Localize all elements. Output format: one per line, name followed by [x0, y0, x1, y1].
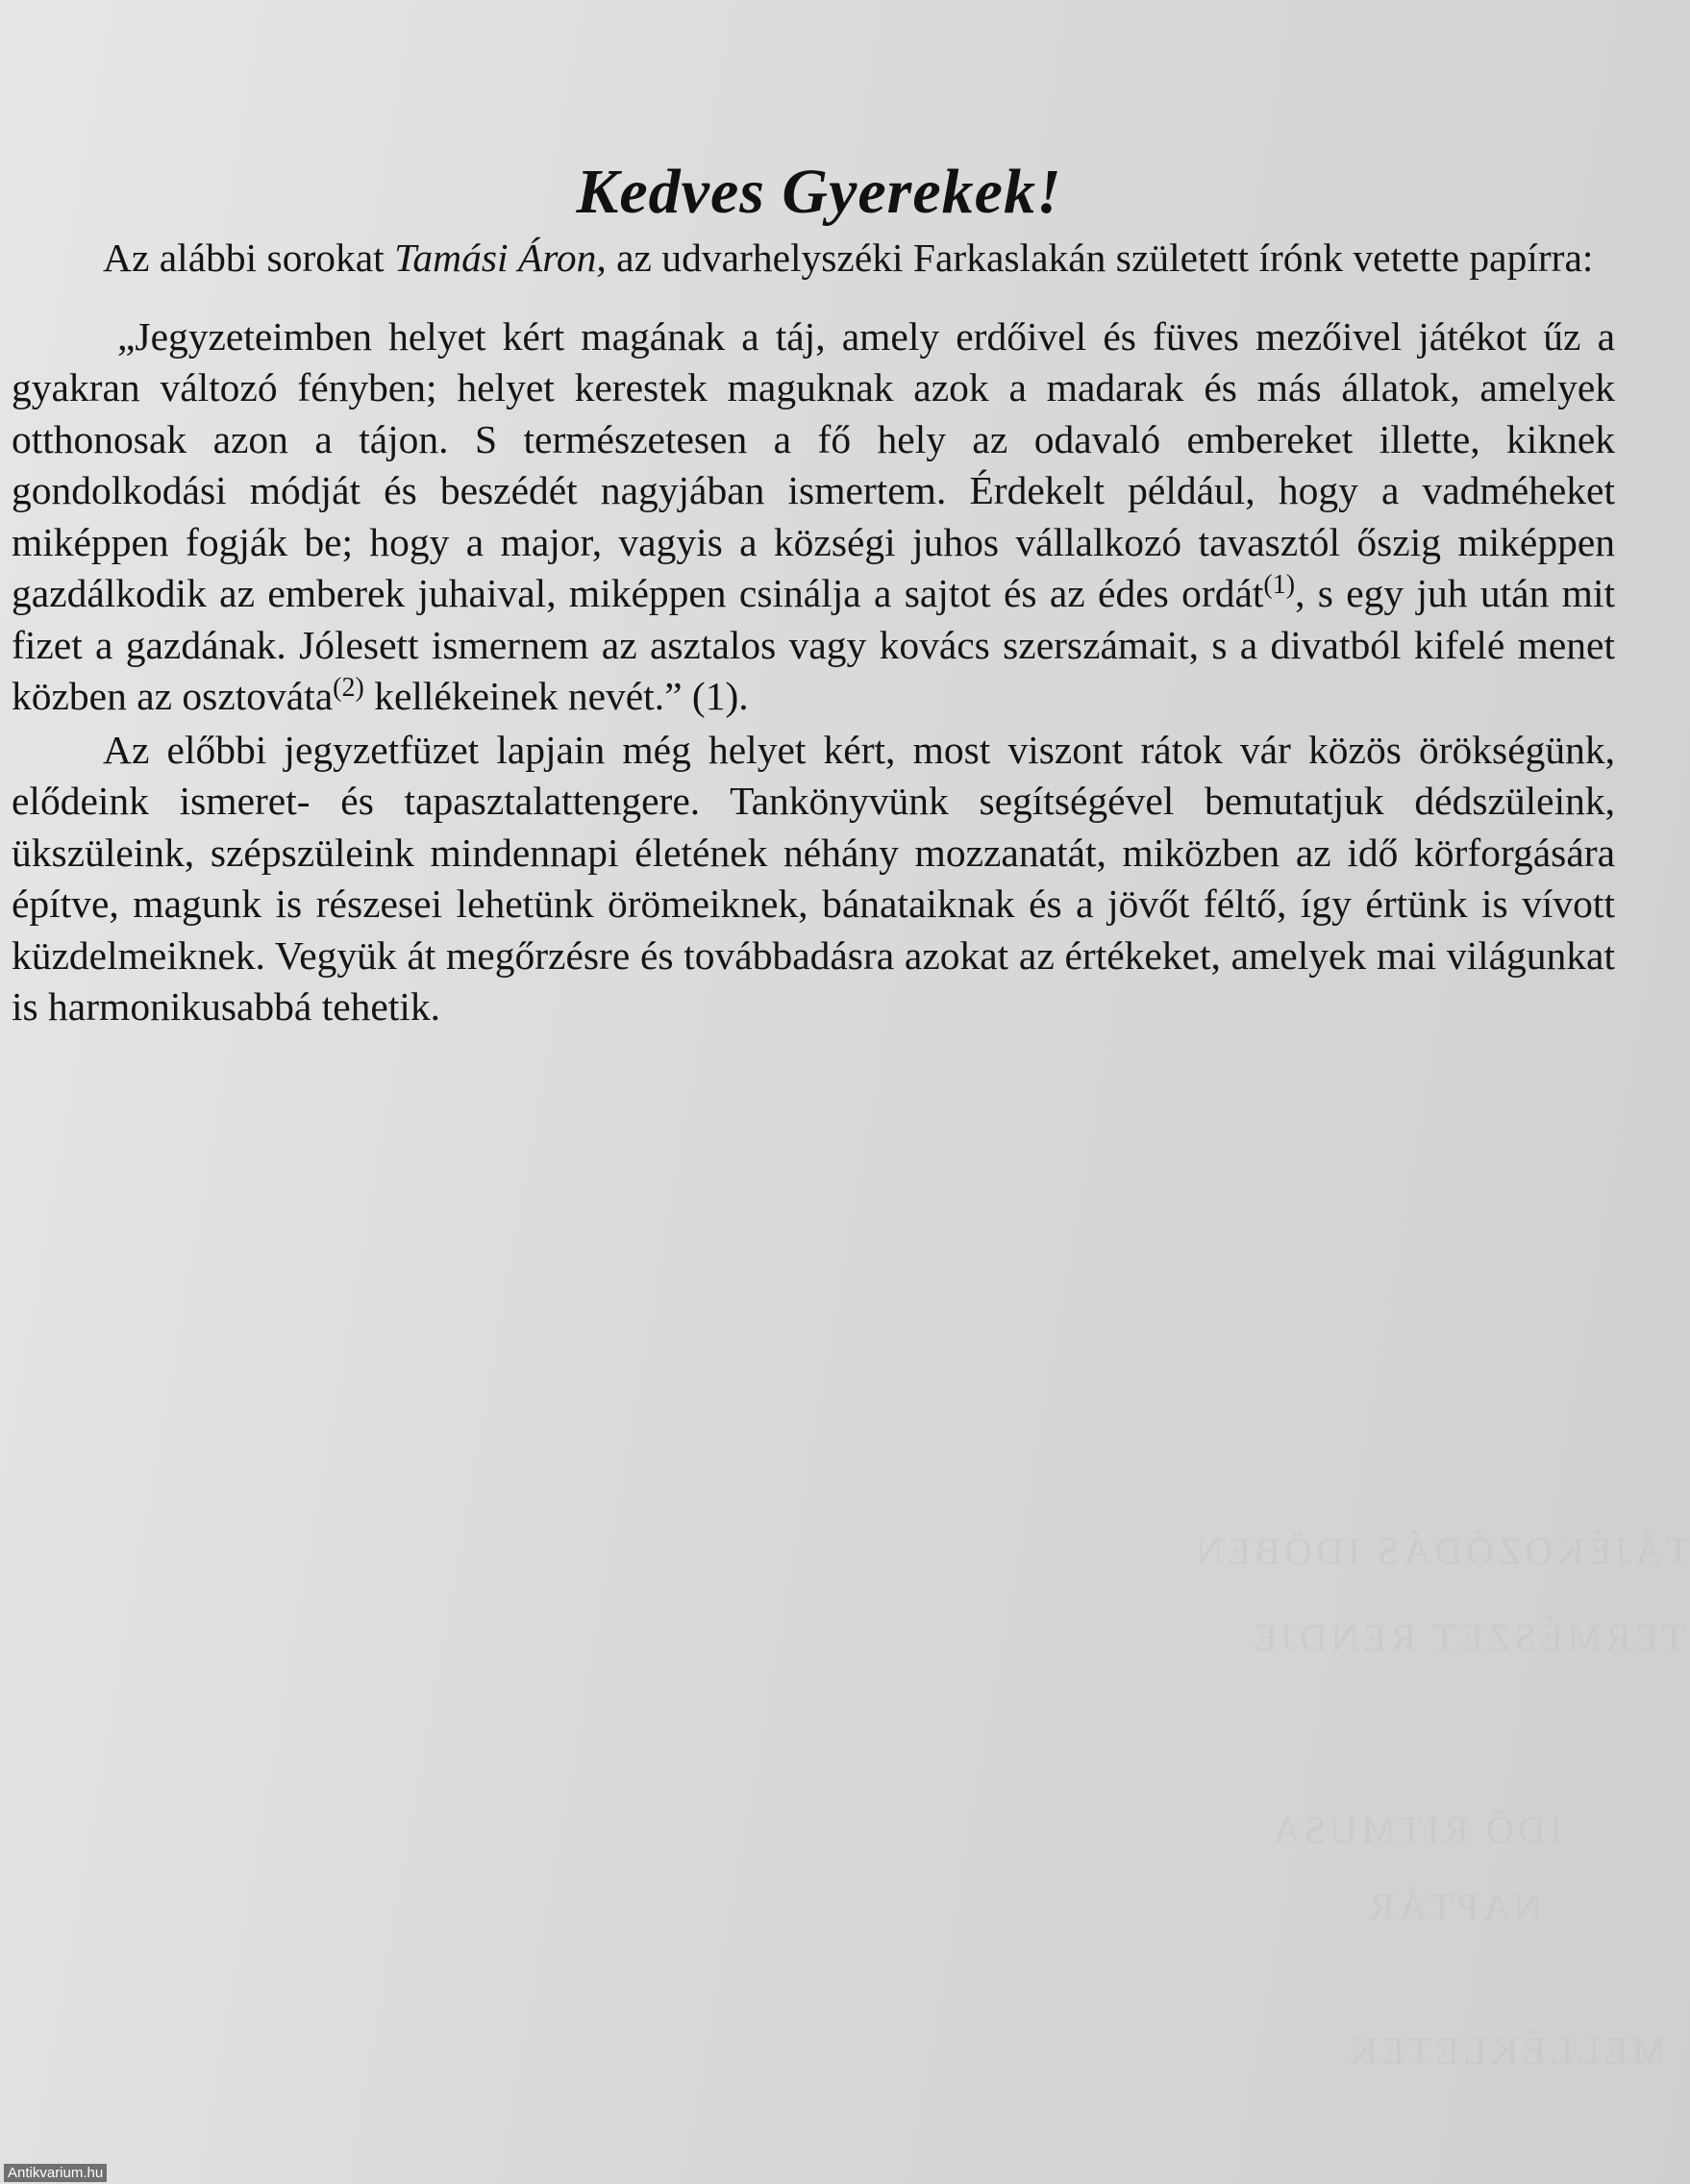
- quote-text-middle-end: a: [314, 674, 334, 718]
- watermark-label: Antikvarium.hu: [4, 2164, 107, 2182]
- quote-text-end: kellékeinek nevét.” (1).: [363, 674, 749, 718]
- bleed-through-decoration: TERMÉSZET RENDJE: [1250, 1616, 1686, 1659]
- intro-paragraph: [12, 233, 1615, 285]
- footnote-marker-2: (2): [333, 673, 364, 703]
- bleed-through-decoration: NAPTÁR: [1365, 1885, 1543, 1928]
- quote-text-middle: , s egy juh után mit fizet a gazdának. Jólesett ismernem az asztalos vagy kovács szerszámait, s a divatból kifelé menet közben az osztovát: [12, 571, 1616, 718]
- closing-paragraph: Az előbbi jegyzetfüzet lapjain még helyet kért, most viszont rátok vár közös örökségünk, elődeink ismeret- és tapasztalattengere. Tankönyvünk segítségével bemutatjuk dédszüleink, ükszüleink, szépszüleink mindennapi életének néhány mozzanatát, miközben az idő körforgására építve, magunk is részesei lehetünk örömeiknek, bánataiknak és a jövőt féltő, így értünk is vívott küzdelmeiknek. Vegyük át megőrzésre és továbbadásra azokat az értékeket, amelyek mai világunkat is harmonikusabbá tehetik.: [12, 727, 1615, 1029]
- author-name: Tamási Áron,: [394, 236, 607, 280]
- bleed-through-decoration: IDŐ RITMUSA: [1269, 1808, 1563, 1851]
- intro-text-end: az udvarhelyszéki Farkaslakán született írónk vetette papírra:: [606, 236, 1594, 280]
- quote-paragraph: [12, 311, 1615, 723]
- bleed-through-decoration: TÁJÉKOZÓDÁS IDŐBEN: [1192, 1529, 1690, 1573]
- bleed-through-decoration: MELLÉKLETEK: [1346, 2029, 1666, 2072]
- footnote-marker-1: (1): [1263, 570, 1296, 600]
- intro-text-start: Az alábbi sorokat: [103, 236, 395, 280]
- body-text: [12, 233, 1615, 1033]
- quote-text-start: „Jegyzeteimben helyet kért magának a táj, amely erdőivel és füves mezőivel játékot űz a gyakran változó fényben; helyet kerestek maguknak azok a madarak és más állatok, amelyek otthonosak azon a tájon. S természetesen a fő hely az odavaló embereket illette, kiknek gondolkodási módját és beszédét nagyjában ismertem. Érdekelt például, hogy a vadméheket miképpen fogják be; hogy a major, vagyis a községi juhos vállalkozó tavasztól őszig miképpen gazdálkodik az emberek juhaival, miképpen csinálja a sajtot és az édes ordát: [12, 313, 1615, 615]
- page-title: Kedves Gyerekek!: [576, 157, 1062, 228]
